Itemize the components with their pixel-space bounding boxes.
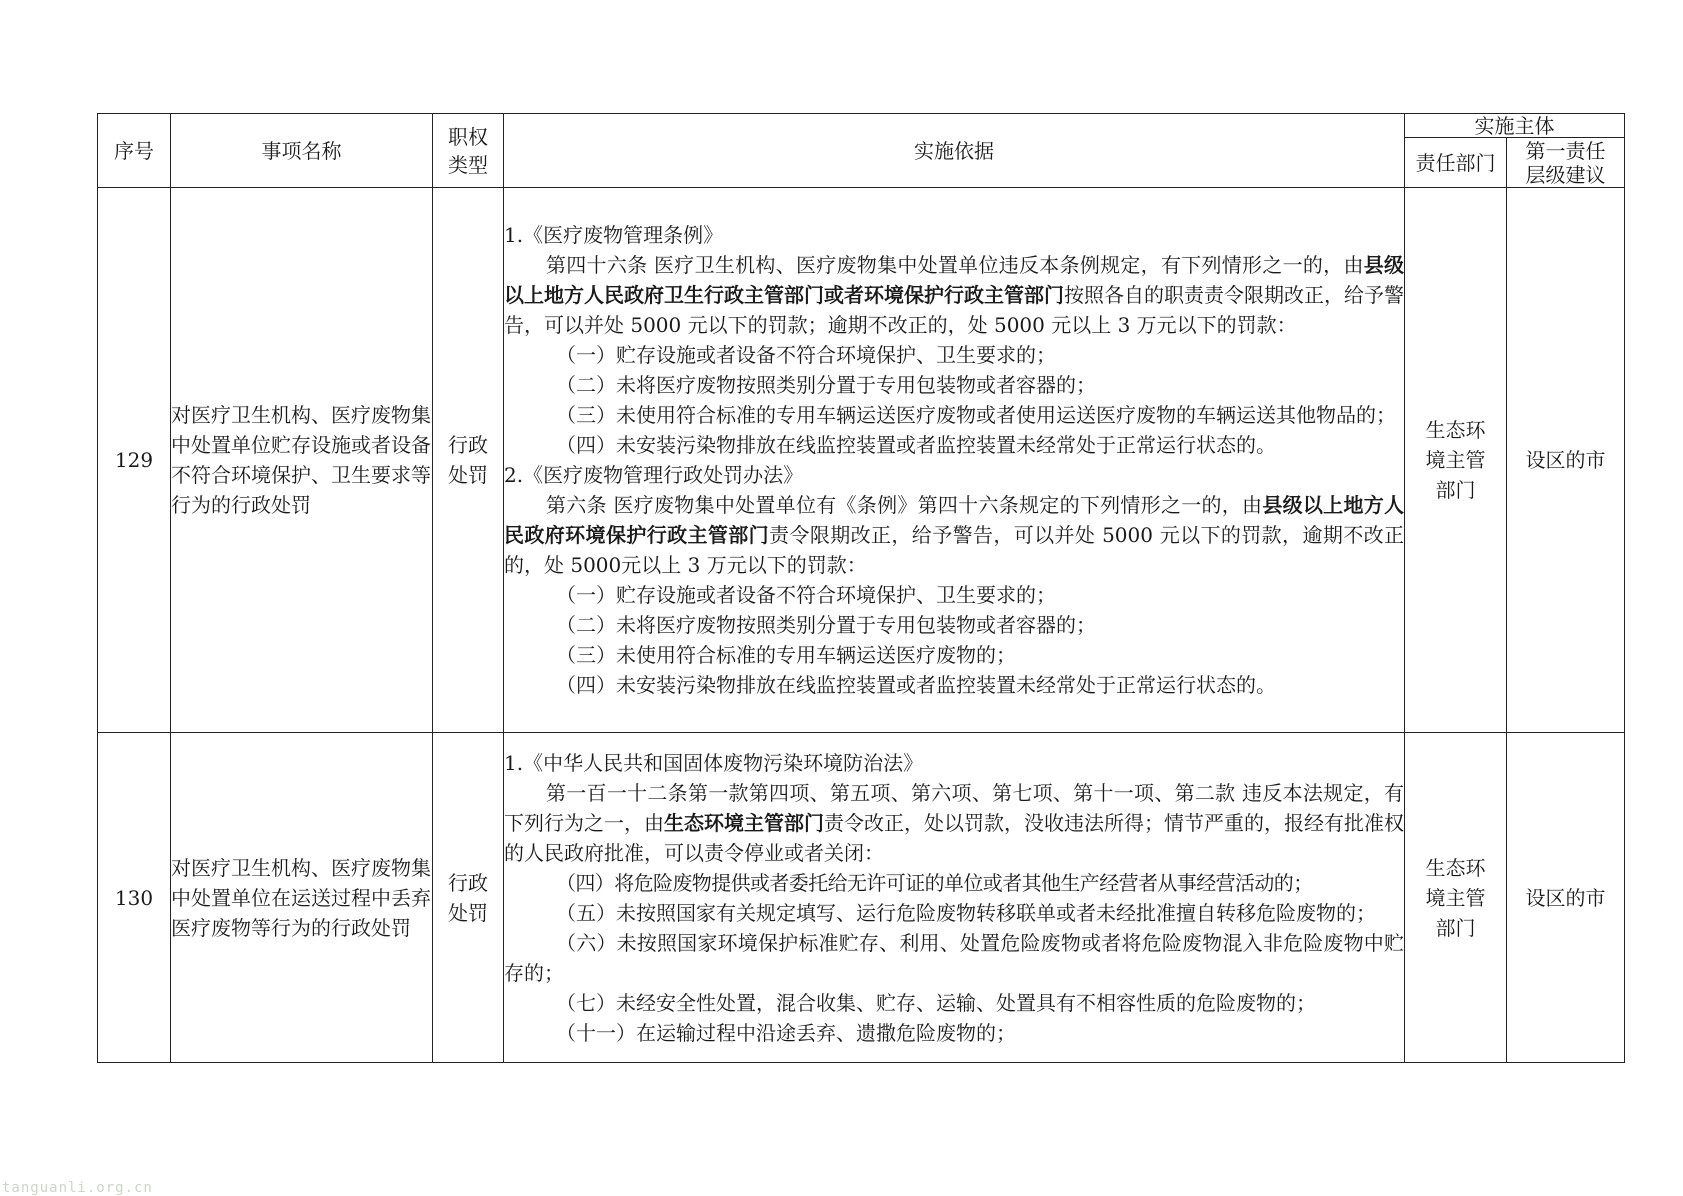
header-implementer: 实施主体 [1405, 114, 1625, 138]
basis-text: 按照各自的职责责令限期改正，给予警告，可以并处 5000 元以下的罚款；逾期不改正的，处 5000 元以上 3 万元以下的罚款： [504, 283, 1404, 337]
basis-text: 责令改正，处以罚款，没收违法所得；情节严重的，报经有批准权的人民政府批准，可以责令停业或者关闭： [504, 810, 1404, 865]
basis-line: 1.《中华人民共和国固体废物污染环境防治法》 [504, 750, 924, 775]
header-basis: 实施依据 [504, 114, 1405, 188]
basis-clause: （六）未按照国家环境保护标准贮存、利用、处置危险废物或者将危险废物混入非危险废物中贮存的； [504, 930, 1404, 985]
basis-article [504, 490, 1404, 580]
row-level: 设区的市 [1507, 733, 1625, 1063]
basis-clause: （一）贮存设施或者设备不符合环境保护、卫生要求的； [556, 343, 1056, 367]
row-item-name: 对医疗卫生机构、医疗废物集中处置单位在运送过程中丢弃医疗废物等行为的行政处罚 [171, 733, 433, 1063]
basis-clause: （七）未经安全性处置，混合收集、贮存、运输、处置具有不相容性质的危险废物的； [556, 990, 1316, 1015]
basis-line: 2.《医疗废物管理行政处罚办法》 [504, 463, 804, 487]
basis-clause: （三）未使用符合标准的专用车辆运送医疗废物的； [556, 643, 1016, 667]
basis-clause: （五）未按照国家有关规定填写、运行危险废物转移联单或者未经批准擅自转移危险废物的； [556, 900, 1376, 925]
basis-clause: （四）未安装污染物排放在线监控装置或者监控装置未经常处于正常运行状态的。 [556, 673, 1276, 697]
basis-article [504, 778, 1404, 868]
basis-text: 第六条 医疗废物集中处置单位有《条例》第四十六条规定的下列情形之一的，由 [546, 493, 1263, 517]
basis-clause: （十一）在运输过程中沿途丢弃、遗撒危险废物的； [556, 1020, 1016, 1045]
row-basis [504, 733, 1405, 1063]
basis-article [504, 250, 1404, 340]
row-power-type: 行政处罚 [433, 188, 504, 733]
row-seq: 129 [98, 188, 171, 733]
header-level: 第一责任层级建议 [1507, 138, 1625, 188]
row-level: 设区的市 [1507, 188, 1625, 733]
row-power-type: 行政处罚 [433, 733, 504, 1063]
header-item-name: 事项名称 [171, 114, 433, 188]
basis-clause: （一）贮存设施或者设备不符合环境保护、卫生要求的； [556, 583, 1056, 607]
basis-text: 第四十六条 医疗卫生机构、医疗废物集中处置单位违反本条例规定，有下列情形之一的，由 [546, 253, 1364, 277]
basis-text: 第一百一十二条第一款第四项、第五项、第六项、第七项、第十一项、第二款 违反本法规定，有下列行为之一，由 [504, 780, 1404, 835]
basis-line: 1.《医疗废物管理条例》 [504, 223, 724, 247]
table-row [98, 733, 1625, 1063]
basis-clause: （三）未使用符合标准的专用车辆运送医疗废物或者使用运送医疗废物的车辆运送其他物品的； [556, 403, 1396, 427]
basis-clause: （二）未将医疗废物按照类别分置于专用包装物或者容器的； [556, 373, 1096, 397]
basis-clause: （四）未安装污染物排放在线监控装置或者监控装置未经常处于正常运行状态的。 [556, 433, 1276, 457]
site-watermark: tanguanli.org.cn [2, 1180, 153, 1196]
row-basis [504, 188, 1405, 733]
row-dept: 生态环境主管部门 [1405, 188, 1507, 733]
enforcement-table [97, 113, 1625, 1063]
basis-bold-authority: 生态环境主管部门 [664, 810, 824, 835]
row-seq: 130 [98, 733, 171, 1063]
basis-bold-authority: 县级以上地方人民政府卫生行政主管部门或者环境保护行政主管部门 [504, 253, 1405, 307]
row-dept: 生态环境主管部门 [1405, 733, 1507, 1063]
basis-bold-authority: 县级以上地方人民政府环境保护行政主管部门 [504, 493, 1405, 547]
basis-clause: （二）未将医疗废物按照类别分置于专用包装物或者容器的； [556, 613, 1096, 637]
table-row [98, 188, 1625, 733]
header-power-type: 职权类型 [433, 114, 504, 188]
row-item-name: 对医疗卫生机构、医疗废物集中处置单位贮存设施或者设备不符合环境保护、卫生要求等行为的行政处罚 [171, 188, 433, 733]
header-dept: 责任部门 [1405, 138, 1507, 188]
basis-clause: （四）将危险废物提供或者委托给无许可证的单位或者其他生产经营者从事经营活动的； [556, 870, 1313, 895]
basis-text: 责令限期改正，给予警告，可以并处 5000 元以下的罚款，逾期不改正的，处 5000元以上 3 万元以下的罚款： [504, 523, 1404, 577]
header-seq: 序号 [98, 114, 171, 188]
